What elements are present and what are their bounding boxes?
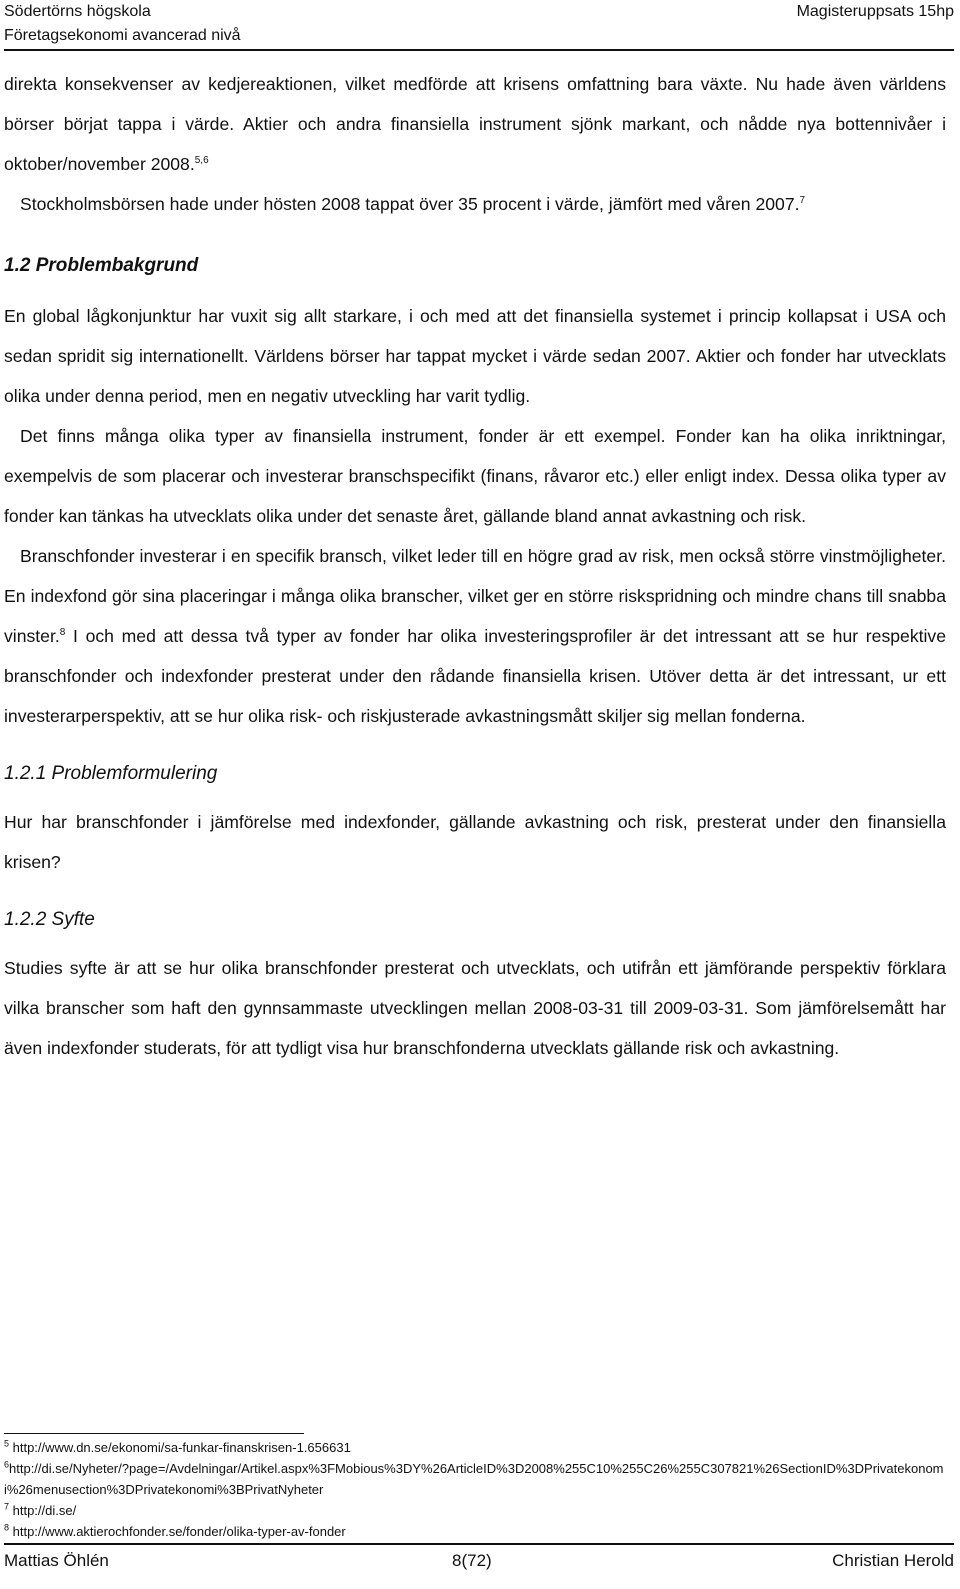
problembakgrund-paragraph-2: Det finns många olika typer av finansiella instrument, fonder är ett exempel. Fonder kan ha olika inriktningar, exempelvis de som placerar och investerar branschspecifikt (finans, råvaror etc.) eller enligt index. Dessa olika typer av fonder kan tänkas ha utvecklats olika under det senaste året, gällande bland annat avkastning och risk.: [4, 426, 946, 526]
intro-paragraph-2: Stockholmsbörsen hade under hösten 2008 tappat över 35 procent i värde, jämfört med våren 2007.$^7$: [20, 194, 806, 214]
problembakgrund-paragraph-3: Branschfonder investerar i en specifik bransch, vilket leder till en högre grad av risk, men också större vinstmöjligheter. En indexfond gör sina placeringar i många olika branscher, vilket ger en större riskspridning och mindre chans till snabba vinster.$^8$ I och med att dessa två typer av fonder har olika investeringsprofiler är det intressant att se hur respektive branschfonder och indexfonder presterat under den rådande finansiella krisen. Utöver detta är det intressant, ur ett investerarperspektiv, att se hur olika risk- och riskjusterade avkastningsmått skiljer sig mellan fonderna.: [4, 546, 946, 726]
footnote-ref: 7: [799, 195, 806, 207]
footnotes: [4, 1437, 946, 1542]
footnote-8: $^8$ http://www.aktierochfonder.se/fonder/olika-typer-av-fonder: [4, 1522, 346, 1539]
footnote-link[interactable]: http://www.dn.se/ekonomi/sa-funkar-finanskrisen-1.656631: [9, 1440, 351, 1455]
footer-author-2: Christian Herold: [832, 1551, 954, 1570]
header-subject: Företagsekonomi avancerad nivå: [4, 27, 241, 44]
problembakgrund-paragraph-1: En global lågkonjunktur har vuxit sig allt starkare, i och med att det finansiella systemet i princip kollapsat i USA och sedan spridit sig internationellt. Världens börser har tappat mycket i värde sedan 2007. Aktier och fonder har utvecklats olika under denna period, men en negativ utveckling har varit tydlig.: [4, 306, 946, 406]
footnote-link[interactable]: http://www.aktierochfonder.se/fonder/olika-typer-av-fonder: [9, 1524, 346, 1539]
section-heading-problemformulering: 1.2.1 Problemformulering: [4, 763, 218, 784]
header-institution: Södertörns högskola: [4, 3, 151, 20]
section-heading-syfte: 1.2.2 Syfte: [4, 909, 95, 930]
footnote-5: $^5$ http://www.dn.se/ekonomi/sa-funkar-finanskrisen-1.656631: [4, 1438, 351, 1455]
header-divider: [4, 49, 954, 51]
footnote-7: $^7$ http://di.se/: [4, 1501, 77, 1518]
footnote-link[interactable]: http://di.se/: [9, 1503, 77, 1518]
footnote-link[interactable]: http://di.se/Nyheter/?page=/Avdelningar/Artikel.aspx%3FMobious%3DY%26ArticleID%3D2008%255C10%255C26%255C307821%26SectionID%3DPrivatekonomi%26menusection%3DPrivatekonomi%3BPrivatNyheter: [4, 1461, 944, 1497]
footnote-divider: [4, 1433, 304, 1434]
intro-paragraph-1: direkta konsekvenser av kedjereaktionen, vilket medförde att krisens omfattning bara växte. Nu hade även världens börser börjat tappa i värde. Aktier och andra finansiella instrument sjönk markant, och nådde nya bottennivåer i oktober/november 2008.$^{5,6}$: [4, 74, 946, 174]
body-text: [4, 64, 946, 1068]
syfte-paragraph: Studies syfte är att se hur olika branschfonder presterat och utvecklats, och utifrån ett jämförande perspektiv förklara vilka branscher som haft den gynnsammaste utvecklingen mellan 2008-03-31 till 2009-03-31. Som jämförelsemått har även indexfonder studerats, för att tydligt visa hur branschfonderna utvecklats gällande risk och avkastning.: [4, 958, 946, 1058]
page-number: 8(72): [452, 1551, 492, 1570]
footnote-ref: 5,6: [194, 155, 209, 167]
header-thesis-type: Magisteruppsats 15hp: [796, 3, 954, 20]
footnote-ref: 8: [59, 627, 66, 639]
footnote-6: $^6$http://di.se/Nyheter/?page=/Avdelningar/Artikel.aspx%3FMobious%3DY%26ArticleID%3D2008%255C10%255C26%255C307821%26SectionID%3DPrivatekonomi%26menusection%3DPrivatekonomi%3BPrivatNyheter: [4, 1459, 944, 1497]
footer-author-1: Mattias Öhlén: [4, 1551, 109, 1570]
problemformulering-paragraph: Hur har branschfonder i jämförelse med indexfonder, gällande avkastning och risk, presterat under den finansiella krisen?: [4, 812, 946, 872]
footer-divider: [4, 1543, 954, 1545]
section-heading-problembakgrund: 1.2 Problembakgrund: [4, 255, 199, 276]
